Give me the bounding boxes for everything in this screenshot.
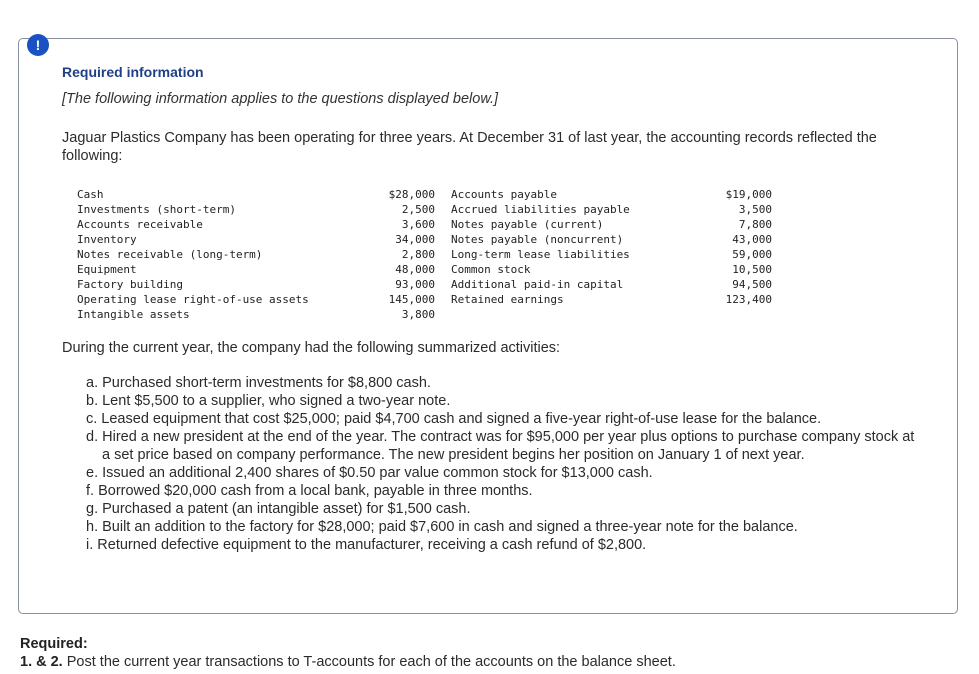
activity-item: h. Built an addition to the factory for $28,000; paid $7,600 in cash and signed a three-year note for the balance.: [86, 519, 798, 535]
activities-intro: During the current year, the company had the following summarized activities:: [62, 340, 561, 356]
required-label: Required:: [20, 636, 88, 652]
panel-title: Required information: [62, 64, 204, 80]
account-value: 3,800: [401, 308, 435, 321]
intro-paragraph: Jaguar Plastics Company has been operating for three years. At December 31 of last year, the accounting records reflected the following:: [62, 130, 877, 164]
account-name: Intangible assets: [77, 308, 190, 321]
account-value: 59,000: [732, 248, 772, 261]
left-account-names: [77, 187, 309, 322]
account-name: Notes receivable (long-term): [77, 248, 263, 261]
activity-item: a. Purchased short-term investments for $8,800 cash.: [86, 375, 431, 391]
account-name: Accounts receivable: [77, 218, 203, 231]
account-value: 2,800: [401, 248, 435, 261]
account-name: Long-term lease liabilities: [451, 248, 630, 261]
account-value: 2,500: [401, 203, 435, 216]
account-value: $19,000: [725, 188, 772, 201]
account-name: Notes payable (noncurrent): [451, 233, 624, 246]
account-name: Operating lease right-of-use assets: [77, 293, 309, 306]
account-value: 3,500: [738, 203, 772, 216]
activity-item: i. Returned defective equipment to the manufacturer, receiving a cash refund of $2,800.: [86, 537, 647, 553]
activity-item: g. Purchased a patent (an intangible asset) for $1,500 cash.: [86, 501, 471, 517]
account-value: 7,800: [738, 218, 772, 231]
panel-subtitle: [The following information applies to the questions displayed below.]: [62, 91, 499, 107]
account-name: Equipment: [77, 263, 137, 276]
activity-item: d. Hired a new president at the end of the year. The contract was for $95,000 per year plus options to purchase company stock at a set price based on company performance. The new president begins her position on January 1 of next year.: [86, 429, 915, 463]
account-value: 48,000: [395, 263, 435, 276]
account-name: Investments (short-term): [77, 203, 236, 216]
account-value: 3,600: [401, 218, 435, 231]
account-name: Accounts payable: [451, 188, 557, 201]
right-account-names: [451, 187, 630, 307]
activity-item: b. Lent $5,500 to a supplier, who signed a two-year note.: [86, 393, 451, 409]
account-value: 10,500: [732, 263, 772, 276]
left-account-values: [340, 187, 435, 322]
required-text: Post the current year transactions to T-accounts for each of the accounts on the balance sheet.: [66, 654, 676, 670]
required-number: 1. & 2.: [20, 654, 63, 670]
activity-item: e. Issued an additional 2,400 shares of $0.50 par value common stock for $13,000 cash.: [86, 465, 653, 481]
account-value: 34,000: [395, 233, 435, 246]
account-name: Inventory: [77, 233, 137, 246]
account-name: Additional paid-in capital: [451, 278, 624, 291]
activity-item: c. Leased equipment that cost $25,000; paid $4,700 cash and signed a five-year right-of-use lease for the balance.: [86, 411, 822, 427]
account-value: $28,000: [388, 188, 435, 201]
activity-item: f. Borrowed $20,000 cash from a local bank, payable in three months.: [86, 483, 533, 499]
account-name: Accrued liabilities payable: [451, 203, 630, 216]
account-name: Cash: [77, 188, 104, 201]
account-value: 93,000: [395, 278, 435, 291]
activities-list: [86, 374, 916, 554]
required-instruction: [20, 654, 676, 670]
account-value: 145,000: [388, 293, 435, 306]
account-name: Notes payable (current): [451, 218, 604, 231]
account-value: 94,500: [732, 278, 772, 291]
account-name: Retained earnings: [451, 293, 564, 306]
account-value: 123,400: [725, 293, 772, 306]
alert-icon: !: [27, 34, 49, 56]
right-account-values: [680, 187, 772, 307]
account-name: Factory building: [77, 278, 183, 291]
account-name: Common stock: [451, 263, 531, 276]
account-value: 43,000: [732, 233, 772, 246]
